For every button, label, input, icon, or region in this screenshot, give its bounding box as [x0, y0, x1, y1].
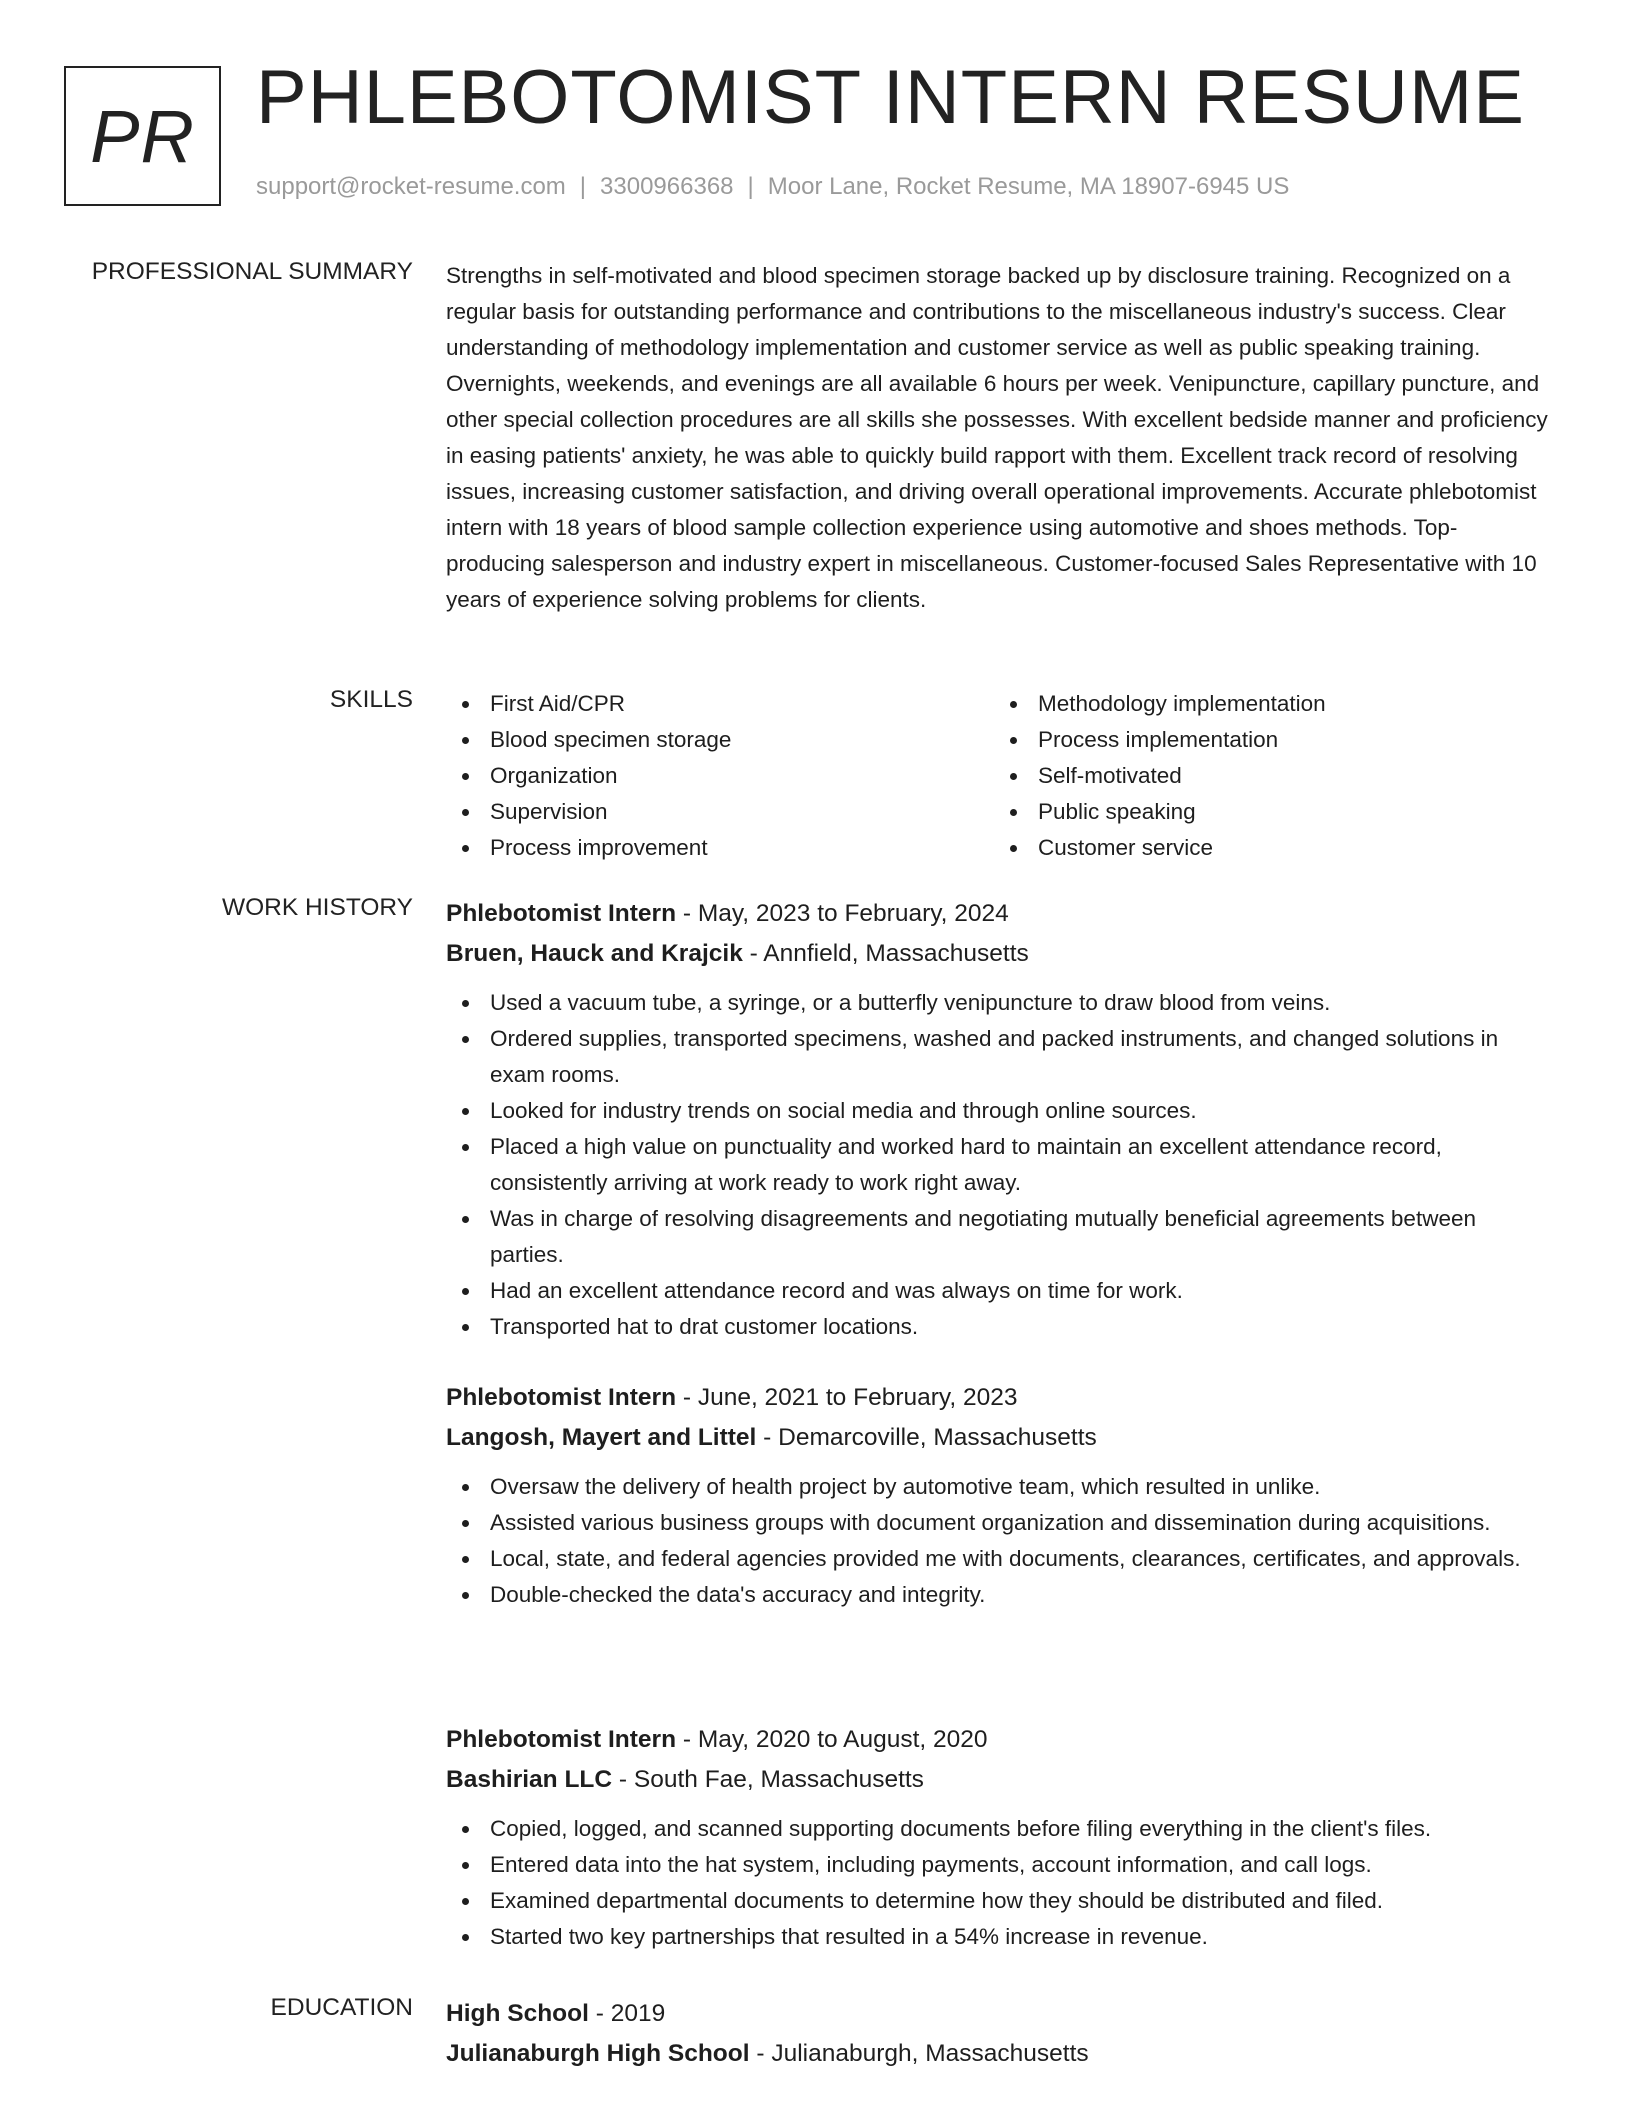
education-school: Julianaburgh High School [446, 2040, 750, 2067]
skill-item: Self-motivated [994, 758, 1542, 794]
skill-item: Public speaking [994, 794, 1542, 830]
education-entry [446, 1994, 1556, 2074]
job-bullet: Copied, logged, and scanned supporting documents before filing everything in the client's files. [446, 1811, 1556, 1847]
job-location: - South Fae, Massachusetts [612, 1766, 924, 1793]
job-location: - Demarcoville, Massachusetts [756, 1424, 1097, 1451]
summary-heading: PROFESSIONAL SUMMARY [91, 258, 413, 285]
monogram-logo [64, 66, 221, 206]
education-school-line [446, 2034, 1556, 2074]
job-bullet: Local, state, and federal agencies provided me with documents, clearances, certificates, and approvals. [446, 1541, 1556, 1577]
job-location: - Annfield, Massachusetts [742, 940, 1029, 967]
skill-item: Process implementation [994, 722, 1542, 758]
job-entry [446, 1720, 1556, 1955]
job-title: Phlebotomist Intern [446, 1384, 677, 1411]
education-degree: High School [446, 2000, 589, 2027]
job-bullet-list [446, 1811, 1556, 1955]
education-heading: EDUCATION [270, 1994, 413, 2021]
job-dates: - May, 2023 to February, 2024 [676, 900, 1009, 927]
job-company: Langosh, Mayert and Littel [446, 1424, 757, 1451]
job-dates: - May, 2020 to August, 2020 [676, 1726, 988, 1753]
job-bullet: Double-checked the data's accuracy and integrity. [446, 1577, 1556, 1613]
resume-title: PHLEBOTOMIST INTERN RESUME [256, 55, 1525, 140]
job-bullet: Looked for industry trends on social media and through online sources. [446, 1093, 1556, 1129]
job-title: Phlebotomist Intern [446, 1726, 677, 1753]
job-dates: - June, 2021 to February, 2023 [676, 1384, 1018, 1411]
job-bullet-list [446, 1469, 1556, 1613]
contact-line [256, 173, 1289, 201]
job-bullet: Used a vacuum tube, a syringe, or a butterfly venipuncture to draw blood from veins. [446, 985, 1556, 1021]
skill-item: Supervision [446, 794, 994, 830]
contact-email[interactable]: support@rocket-resume.com [256, 173, 566, 200]
skills-columns [446, 686, 1556, 866]
job-bullet: Placed a high value on punctuality and worked hard to maintain an excellent attendance record, consistently arriving at work ready to work right away. [446, 1129, 1556, 1201]
skill-item: Blood specimen storage [446, 722, 994, 758]
contact-address: Moor Lane, Rocket Resume, MA 18907-6945 US [767, 173, 1290, 200]
skills-list-left [446, 686, 994, 866]
skill-item: Organization [446, 758, 994, 794]
job-entry [446, 1378, 1556, 1613]
work-history-heading: WORK HISTORY [221, 894, 413, 921]
job-bullet: Entered data into the hat system, including payments, account information, and call logs. [446, 1847, 1556, 1883]
job-bullet: Had an excellent attendance record and was always on time for work. [446, 1273, 1556, 1309]
job-company: Bashirian LLC [446, 1766, 613, 1793]
job-bullet: Ordered supplies, transported specimens, washed and packed instruments, and changed solutions in exam rooms. [446, 1021, 1556, 1093]
skill-item: Process improvement [446, 830, 994, 866]
job-title-line [446, 894, 1556, 934]
education-degree-line [446, 1994, 1556, 2034]
job-bullet-list [446, 985, 1556, 1345]
education-year: - 2019 [588, 2000, 666, 2027]
skills-list-right [994, 686, 1542, 866]
job-company-line [446, 934, 1556, 974]
job-title-line [446, 1720, 1556, 1760]
job-bullet: Oversaw the delivery of health project by automotive team, which resulted in unlike. [446, 1469, 1556, 1505]
job-bullet: Was in charge of resolving disagreements and negotiating mutually beneficial agreements between parties. [446, 1201, 1556, 1273]
job-bullet: Started two key partnerships that resulted in a 54% increase in revenue. [446, 1919, 1556, 1955]
skills-heading: SKILLS [329, 686, 413, 713]
job-company: Bruen, Hauck and Krajcik [446, 940, 743, 967]
job-title: Phlebotomist Intern [446, 900, 677, 927]
contact-phone[interactable]: 3300966368 [600, 173, 734, 200]
job-bullet: Transported hat to drat customer locations. [446, 1309, 1556, 1345]
job-company-line [446, 1418, 1556, 1458]
summary-text: Strengths in self-motivated and blood specimen storage backed up by disclosure training. Recognized on a regular basis for outstanding performance and contributions to the miscellaneous industry's success. Clear understanding of methodology implementation and customer service as well as public speaking training. Overnights, weekends, and evenings are all available 6 hours per week. Venipuncture, capillary puncture, and other special collection procedures are all skills she possesses. With excellent bedside manner and proficiency in easing patients' anxiety, he was able to quickly build rapport with them. Excellent track record of resolving issues, increasing customer satisfaction, and driving overall operational improvements. Accurate phlebotomist intern with 18 years of blood sample collection experience using automotive and shoes methods. Top-producing salesperson and industry expert in miscellaneous. Customer-focused Sales Representative with 10 years of experience solving problems for clients. [446, 263, 1548, 612]
job-company-line [446, 1760, 1556, 1800]
job-title-line [446, 1378, 1556, 1418]
job-bullet: Assisted various business groups with document organization and dissemination during acquisitions. [446, 1505, 1556, 1541]
skill-item: Customer service [994, 830, 1542, 866]
contact-separator: | [747, 173, 754, 200]
skill-item: Methodology implementation [994, 686, 1542, 722]
job-bullet: Examined departmental documents to determine how they should be distributed and filed. [446, 1883, 1556, 1919]
contact-separator: | [579, 173, 587, 200]
job-entry [446, 894, 1556, 1345]
education-location: - Julianaburgh, Massachusetts [749, 2040, 1089, 2067]
monogram-initials: PR [90, 94, 195, 178]
skill-item: First Aid/CPR [446, 686, 994, 722]
